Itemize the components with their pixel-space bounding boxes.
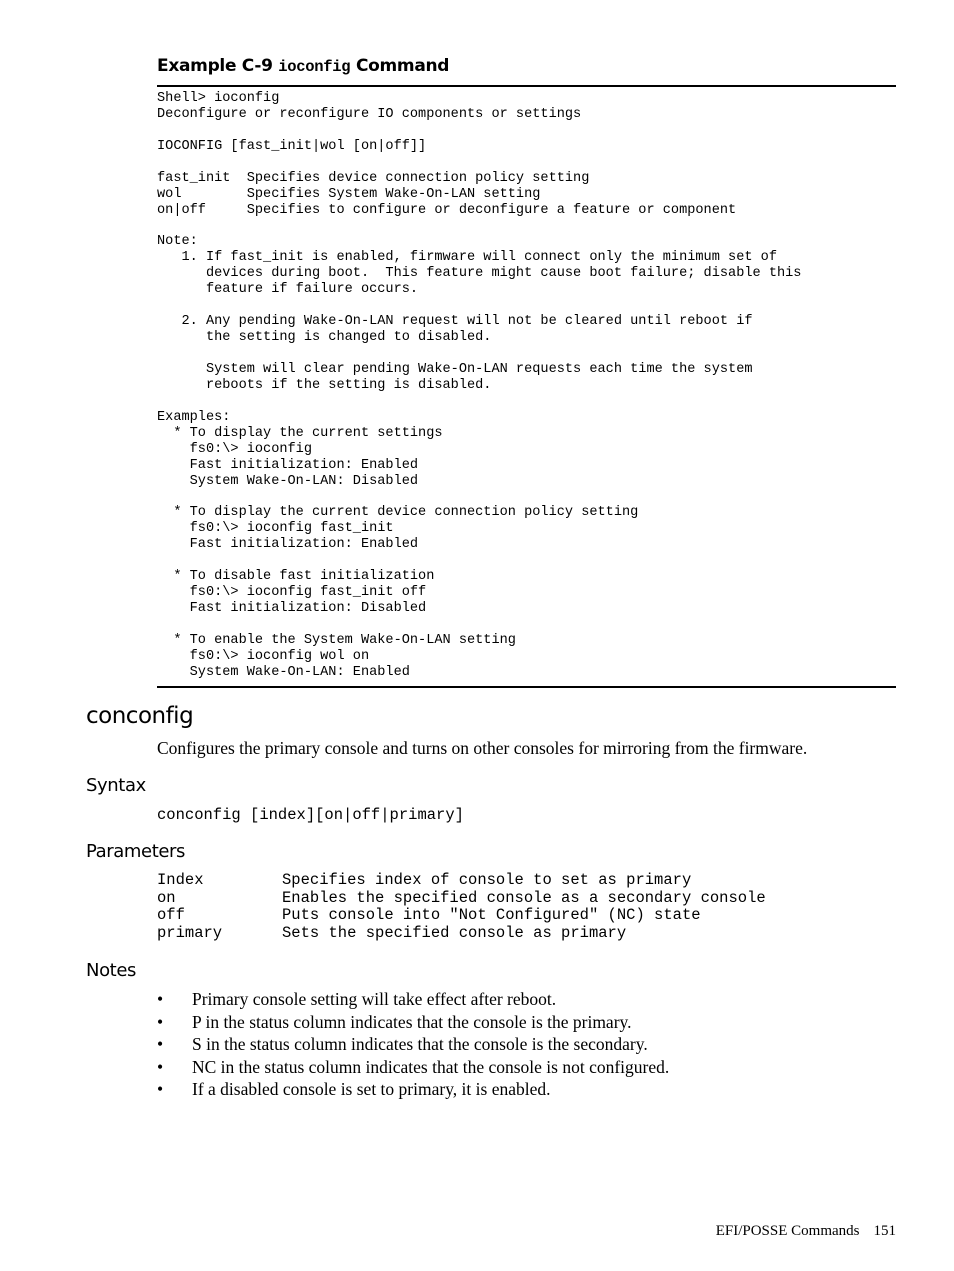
parameter-description: Enables the specified console as a secondary console <box>282 888 766 907</box>
example-top-rule <box>157 85 896 87</box>
parameter-row <box>157 890 766 908</box>
note-text: P in the status column indicates that the console is the primary. <box>192 1011 632 1032</box>
example-label: Example C-9 <box>157 56 273 76</box>
page-footer <box>716 1221 896 1241</box>
bullet-icon: • <box>157 1079 164 1099</box>
parameter-name: Index <box>157 871 204 889</box>
list-item <box>157 1033 669 1056</box>
parameter-row <box>157 907 766 925</box>
parameters-table <box>157 872 766 942</box>
bullet-icon: • <box>157 1034 164 1054</box>
parameter-description: Sets the specified console as primary <box>282 923 627 942</box>
notes-heading: Notes <box>86 960 136 981</box>
parameter-description: Puts console into "Not Configured" (NC) state <box>282 906 701 924</box>
parameters-heading: Parameters <box>86 841 186 862</box>
syntax-heading: Syntax <box>86 775 146 796</box>
section-description: Configures the primary console and turns on other consoles for mirroring from the firmware. <box>157 738 808 758</box>
syntax-code: conconfig [index][on|off|primary] <box>157 806 464 824</box>
list-item <box>157 1056 669 1079</box>
note-text: Primary console setting will take effect after reboot. <box>192 989 557 1009</box>
bullet-icon: • <box>157 989 164 1009</box>
parameter-row <box>157 872 766 890</box>
note-text: NC in the status column indicates that the console is not configured. <box>192 1056 670 1077</box>
notes-list <box>157 988 669 1101</box>
page-number: 151 <box>873 1223 896 1239</box>
example-title <box>157 55 449 78</box>
footer-section-title: EFI/POSSE Commands <box>715 1223 860 1239</box>
example-suffix: Command <box>355 56 450 76</box>
list-item <box>157 1078 669 1101</box>
example-command-name: ioconfig <box>278 58 351 76</box>
parameter-name: primary <box>157 923 223 942</box>
parameter-name: on <box>157 888 176 907</box>
note-text: S in the status column indicates that the console is the secondary. <box>192 1034 648 1054</box>
parameter-description: Specifies index of console to set as primary <box>282 871 692 889</box>
bullet-icon: • <box>157 1056 164 1077</box>
section-heading: conconfig <box>86 703 194 729</box>
parameter-name: off <box>157 906 185 924</box>
parameter-row <box>157 925 766 943</box>
list-item <box>157 1011 669 1034</box>
bullet-icon: • <box>157 1011 164 1032</box>
example-code-block: Shell> ioconfig Deconfigure or reconfigure IO components or settings IOCONFIG [fast_init|wol [on|off]] fast_init Specifies device connection policy setting wol Specifies System Wake-On-LAN setting on|off Specifies to configure or deconfigure a feature or component Note: 1. If fast_init is enabled, firmware will connect only the minimum set of devices during boot. This feature might cause boot failure; disable this feature if failure occurs. 2. Any pending Wake-On-LAN request will not be cleared until reboot if the setting is changed to disabled. System will clear pending Wake-On-LAN requests each time the system reboots if the setting is disabled. Examples: * To display the current settings fs0:\> ioconfig Fast initialization: Enabled System Wake-On-LAN: Disabled * To display the current device connection policy setting fs0:\> ioconfig fast_init Fast initialization: Enabled * To disable fast initialization fs0:\> ioconfig fast_init off Fast initialization: Disabled * To enable the System Wake-On-LAN setting fs0:\> ioconfig wol on System Wake-On-LAN: Enabled <box>157 91 802 680</box>
note-text: If a disabled console is set to primary, it is enabled. <box>192 1079 551 1099</box>
list-item <box>157 988 669 1011</box>
example-bottom-rule <box>157 686 896 688</box>
